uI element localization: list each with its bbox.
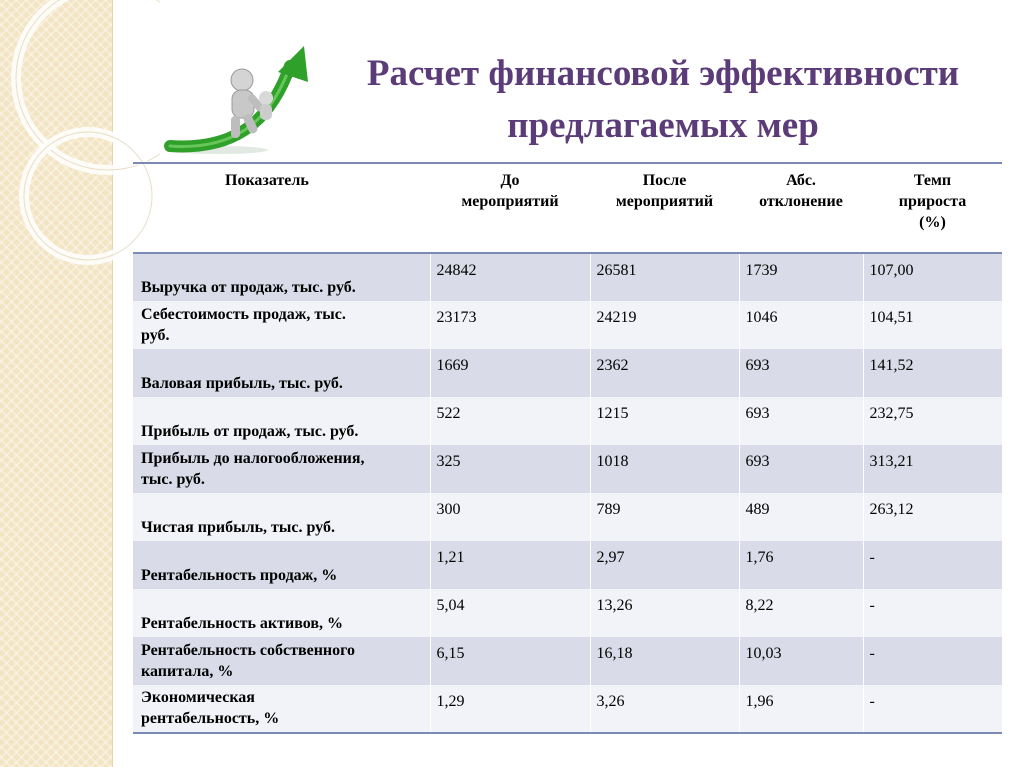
header-after: После мероприятий xyxy=(615,172,714,210)
cell-growth-rate: - xyxy=(863,589,1002,637)
cell-abs-deviation: 10,03 xyxy=(739,637,863,685)
cell-before: 5,04 xyxy=(430,589,590,637)
cell-before: 522 xyxy=(430,397,590,445)
cell-abs-deviation: 489 xyxy=(739,493,863,541)
financial-efficiency-table xyxy=(133,162,1002,734)
table-row xyxy=(133,253,1002,301)
title-line-1: Расчет финансовой эффективности xyxy=(366,53,960,94)
cell-growth-rate: - xyxy=(863,637,1002,685)
cell-before: 300 xyxy=(430,493,590,541)
table-row xyxy=(133,589,1002,637)
cell-before: 1669 xyxy=(430,349,590,397)
cell-after: 16,18 xyxy=(590,637,739,685)
table-row xyxy=(133,397,1002,445)
table-header-row xyxy=(133,163,1002,253)
row-indicator-label: Экономическая рентабельность, % xyxy=(133,685,430,733)
cell-growth-rate: - xyxy=(863,541,1002,589)
decorative-side-panel xyxy=(0,0,113,767)
row-indicator-label: Прибыль от продаж, тыс. руб. xyxy=(133,397,430,445)
row-indicator-label: Выручка от продаж, тыс. руб. xyxy=(133,253,430,301)
table-body xyxy=(133,253,1002,733)
cell-before: 1,21 xyxy=(430,541,590,589)
row-indicator-label: Чистая прибыль, тыс. руб. xyxy=(133,493,430,541)
title-line-2: предлагаемых мер xyxy=(507,105,819,146)
table-row xyxy=(133,493,1002,541)
cell-abs-deviation: 693 xyxy=(739,349,863,397)
cell-abs-deviation: 1046 xyxy=(739,301,863,349)
row-indicator-label: Себестоимость продаж, тыс. руб. xyxy=(133,301,430,349)
cell-abs-deviation: 1739 xyxy=(739,253,863,301)
cell-growth-rate: 141,52 xyxy=(863,349,1002,397)
cell-growth-rate: 263,12 xyxy=(863,493,1002,541)
table-row xyxy=(133,349,1002,397)
cell-abs-deviation: 693 xyxy=(739,397,863,445)
cell-after: 2,97 xyxy=(590,541,739,589)
cell-before: 1,29 xyxy=(430,685,590,733)
table-row xyxy=(133,637,1002,685)
cell-growth-rate: 232,75 xyxy=(863,397,1002,445)
cell-after: 3,26 xyxy=(590,685,739,733)
row-indicator-label: Прибыль до налогообложения, тыс. руб. xyxy=(133,445,430,493)
cell-before: 325 xyxy=(430,445,590,493)
row-indicator-label: Рентабельность активов, % xyxy=(133,589,430,637)
row-indicator-label: Валовая прибыль, тыс. руб. xyxy=(133,349,430,397)
header-indicator: Показатель xyxy=(225,172,309,189)
cell-abs-deviation: 693 xyxy=(739,445,863,493)
table-row xyxy=(133,445,1002,493)
cell-before: 6,15 xyxy=(430,637,590,685)
row-indicator-label: Рентабельность продаж, % xyxy=(133,541,430,589)
table-row xyxy=(133,541,1002,589)
cell-after: 2362 xyxy=(590,349,739,397)
table-row xyxy=(133,685,1002,733)
cell-abs-deviation: 8,22 xyxy=(739,589,863,637)
cell-before: 24842 xyxy=(430,253,590,301)
row-indicator-label: Рентабельность собственного капитала, % xyxy=(133,637,430,685)
header-growth-rate: Темп прироста (%) xyxy=(898,172,967,231)
cell-after: 26581 xyxy=(590,253,739,301)
cell-growth-rate: - xyxy=(863,685,1002,733)
header-before: До мероприятий xyxy=(461,172,559,210)
cell-after: 24219 xyxy=(590,301,739,349)
cell-growth-rate: 107,00 xyxy=(863,253,1002,301)
header-abs-deviation: Абс. отклонение xyxy=(759,172,843,210)
cell-abs-deviation: 1,76 xyxy=(739,541,863,589)
cell-before: 23173 xyxy=(430,301,590,349)
cell-growth-rate: 104,51 xyxy=(863,301,1002,349)
growth-arrow-figure-icon xyxy=(158,38,326,156)
cell-after: 1018 xyxy=(590,445,739,493)
cell-growth-rate: 313,21 xyxy=(863,445,1002,493)
page-title xyxy=(328,48,998,152)
cell-after: 1215 xyxy=(590,397,739,445)
cell-after: 789 xyxy=(590,493,739,541)
table-row xyxy=(133,301,1002,349)
cell-abs-deviation: 1,96 xyxy=(739,685,863,733)
cell-after: 13,26 xyxy=(590,589,739,637)
